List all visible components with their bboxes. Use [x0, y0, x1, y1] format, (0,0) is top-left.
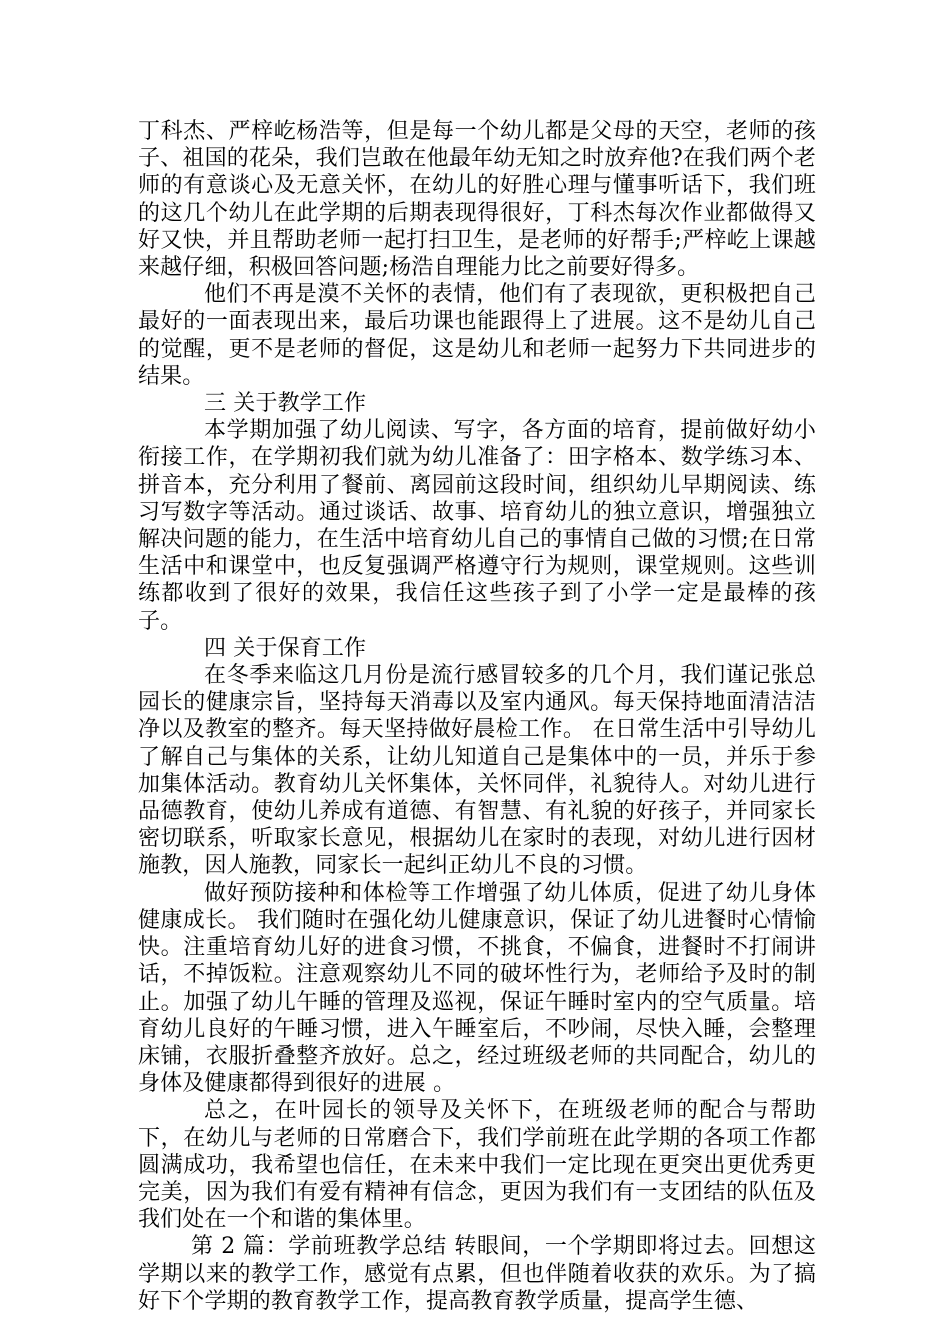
section-heading-care: 四 关于保育工作 — [204, 635, 367, 661]
paragraph-progress: 他们不再是漠不关怀的表情，他们有了表现欲，更积极把自己最好的一面表现出来，最后功课也能跟得上了进展。这不是幼儿自己的觉醒，更不是老师的督促，这是幼儿和老师一起努力下共同进步的结果。 — [138, 282, 816, 389]
paragraph-continuation: 丁科杰、严梓屹杨浩等，但是每一个幼儿都是父母的天空，老师的孩子、祖国的花朵，我们岂敢在他最年幼无知之时放弃他?在我们两个老师的有意谈心及无意关怀，在幼儿的好胜心理与懂事听话下，我们班的这几个幼儿在此学期的后期表现得很好，丁科杰每次作业都做得又好又快，并且帮助老师一起打扫卫生，是老师的好帮手;严梓屹上课越来越仔细，积极回答问题;杨浩自理能力比之前要好得多。 — [138, 119, 816, 281]
paragraph-health: 做好预防接种和体检等工作增强了幼儿体质，促进了幼儿身体健康成长。 我们随时在强化幼儿健康意识，保证了幼儿进餐时心情愉快。注重培育幼儿好的进食习惯，不挑食，不偏食，进餐时不打闹讲话，不掉饭粒。注意观察幼儿不同的破坏性行为，老师给予及时的制止。加强了幼儿午睡的管理及巡视，保证午睡时室内的空气质量。培育幼儿良好的午睡习惯，进入午睡室后，不吵闹，尽快入睡，会整理床铺，衣服折叠整齐放好。总之，经过班级老师的共同配合，幼儿的身体及健康都得到很好的进展 。 — [138, 880, 816, 1097]
section-heading-teaching: 三 关于教学工作 — [204, 391, 367, 417]
paragraph-teaching: 本学期加强了幼儿阅读、写字，各方面的培育，提前做好幼小衔接工作，在学期初我们就为幼儿准备了：田字格本、数学练习本、拼音本，充分利用了餐前、离园前这段时间，组织幼儿早期阅读、练习写数字等活动。通过谈话、故事、培育幼儿的独立意识，增强独立解决问题的能力，在生活中培育幼儿自己的事情自己做的习惯;在日常生活中和课堂中，也反复强调严格遵守行为规则，课堂规则。这些训练都收到了很好的效果，我信任这些孩子到了小学一定是最棒的孩子。 — [138, 418, 816, 634]
document-page — [138, 118, 816, 1315]
paragraph-summary: 总之，在叶园长的领导及关怀下，在班级老师的配合与帮助下，在幼儿与老师的日常磨合下，我们学前班在此学期的各项工作都圆满成功，我希望也信任，在未来中我们一定比现在更突出更优秀更完美，因为我们有爱有精神有信念，更因为我们有一支团结的队伍及我们处在一个和谐的集体里。 — [138, 1098, 816, 1233]
paragraph-care: 在冬季来临这几月份是流行感冒较多的几个月，我们谨记张总园长的健康宗旨，坚持每天消毒以及室内通风。每天保持地面清洁洁净以及教室的整齐。每天坚持做好晨检工作。 在日常生活中引导幼儿了解自己与集体的关系，让幼儿知道自己是集体中的一员，并乐于参加集体活动。教育幼儿关怀集体，关怀同伴，礼貌待人。对幼儿进行品德教育，使幼儿养成有道德、有智慧、有礼貌的好孩子，并同家长密切联系，听取家长意见，根据幼儿在家时的表现，对幼儿进行因材施教，因人施教，同家长一起纠正幼儿不良的习惯。 — [138, 663, 816, 879]
paragraph-article-2: 第 2 篇：学前班教学总结 转眼间，一个学期即将过去。回想这学期以来的教学工作，感觉有点累，但也伴随着收获的欢乐。为了搞好下个学期的教育教学工作，提高教育教学质量，提高学生德、 — [138, 1234, 816, 1314]
